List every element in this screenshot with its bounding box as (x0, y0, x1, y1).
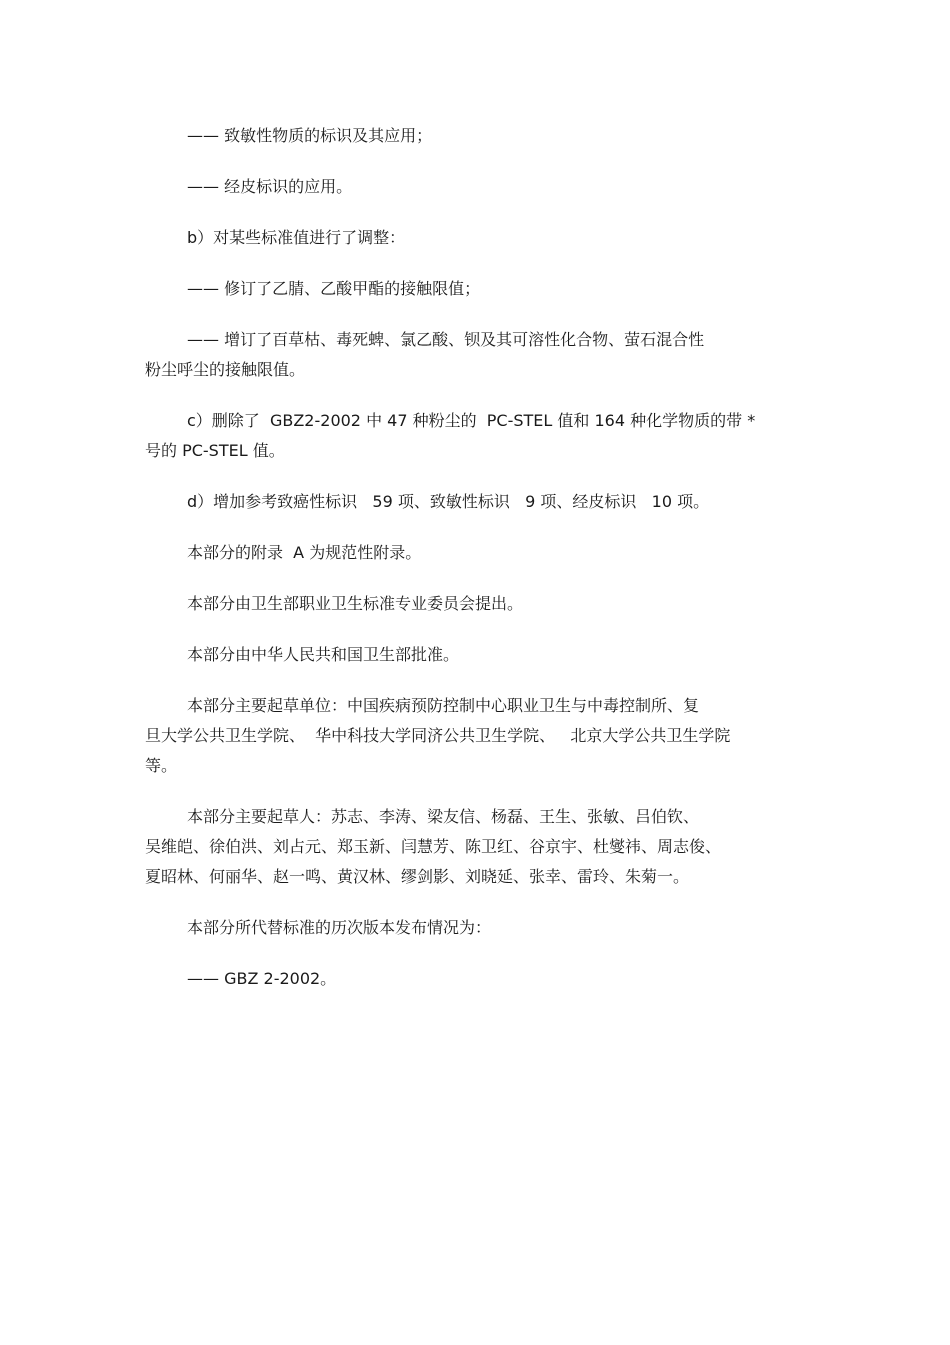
paragraph (145, 172, 810, 202)
line-indented: —— 修订了乙腈、乙酸甲酯的接触限值； (187, 279, 481, 298)
paragraph (145, 223, 810, 253)
paragraph (145, 964, 810, 994)
line-indented: 本部分由中华人民共和国卫生部批准。 (187, 645, 460, 664)
paragraph (145, 325, 810, 385)
line-indented: 本部分由卫生部职业卫生标准专业委员会提出。 (187, 594, 524, 613)
line-indented: b）对某些标准值进行了调整： (187, 228, 406, 247)
line-indented: d）增加参考致癌性标识 59 项、致敏性标识 9 项、经皮标识 10 项。 (187, 492, 710, 511)
line: 等。 (145, 756, 178, 775)
line-indented: —— 增订了百草枯、毒死蜱、氯乙酸、钡及其可溶性化合物、萤石混合性 (187, 330, 705, 349)
line-indented: 本部分主要起草人：苏志、李涛、梁友信、杨磊、王生、张敏、吕伯钦、 (187, 807, 700, 826)
paragraph (145, 589, 810, 619)
paragraph (145, 538, 810, 568)
paragraph (145, 691, 810, 781)
paragraph (145, 121, 810, 151)
paragraph (145, 406, 810, 466)
paragraph (145, 487, 810, 517)
line: 吴维皑、徐伯洪、刘占元、郑玉新、闫慧芳、陈卫红、谷京宇、杜燮祎、周志俊、 (145, 837, 722, 856)
line: 号的 PC-STEL 值。 (145, 441, 285, 460)
line: 夏昭林、何丽华、赵一鸣、黄汉林、缪剑影、刘晓延、张幸、雷玲、朱菊一。 (145, 867, 690, 886)
document-body (145, 121, 810, 994)
line-indented: —— 致敏性物质的标识及其应用； (187, 126, 433, 145)
line-indented: c）删除了 GBZ2-2002 中 47 种粉尘的 PC-STEL 值和 164 种化学物质的带 * (187, 411, 756, 430)
paragraph (145, 802, 810, 892)
paragraph (145, 640, 810, 670)
line: 旦大学公共卫生学院、 华中科技大学同济公共卫生学院、 北京大学公共卫生学院 (145, 726, 731, 745)
paragraph (145, 274, 810, 304)
paragraph (145, 913, 810, 943)
line-indented: 本部分的附录 A 为规范性附录。 (187, 543, 422, 562)
line-indented: 本部分主要起草单位：中国疾病预防控制中心职业卫生与中毒控制所、复 (187, 696, 700, 715)
line-indented: 本部分所代替标准的历次版本发布情况为： (187, 918, 492, 937)
line: 粉尘呼尘的接触限值。 (145, 360, 306, 379)
line-indented: —— 经皮标识的应用。 (187, 177, 353, 196)
line-indented: —— GBZ 2-2002。 (187, 969, 337, 988)
